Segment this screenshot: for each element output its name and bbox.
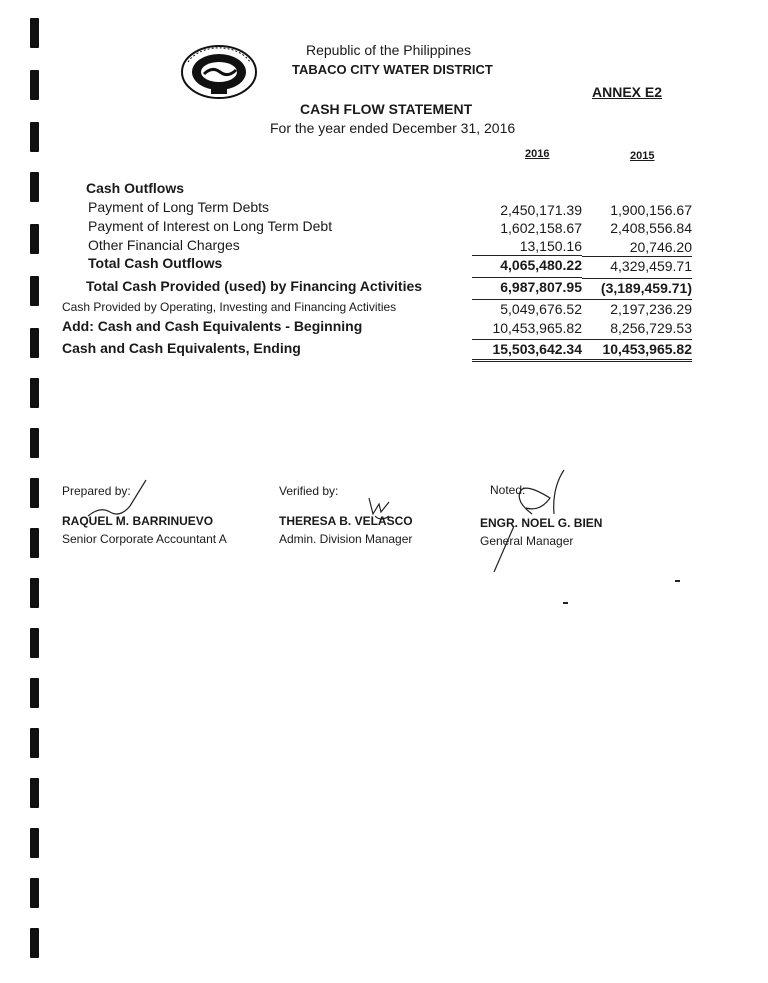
value-2016: 6,987,807.95 <box>472 277 582 295</box>
binder-hole <box>30 528 39 558</box>
row-label: Payment of Interest on Long Term Debt <box>88 218 333 234</box>
binder-hole <box>30 728 39 758</box>
noted-by-title: General Manager <box>480 534 574 548</box>
prepared-by-name: RAQUEL M. BARRINUEVO <box>62 514 214 528</box>
column-heading-2016: 2016 <box>525 148 550 160</box>
value-2015: 10,453,965.82 <box>582 339 692 362</box>
value-2016: 2,450,171.39 <box>500 202 582 218</box>
column-heading-2015: 2015 <box>630 150 655 162</box>
row-label: Other Financial Charges <box>88 237 240 253</box>
value-2015: 2,408,556.84 <box>610 220 692 236</box>
binder-hole <box>30 928 39 958</box>
binder-hole <box>30 628 39 658</box>
verified-by-name: THERESA B. VELASCO <box>279 514 413 528</box>
row-label-total: Total Cash Provided (used) by Financing Activities <box>86 278 423 294</box>
scan-mark <box>675 580 680 582</box>
binder-hole <box>30 678 39 708</box>
binder-hole <box>30 478 39 508</box>
water-district-seal-icon <box>180 44 258 100</box>
row-label: Add: Cash and Cash Equivalents - Beginning <box>62 318 363 334</box>
binder-hole <box>30 578 39 608</box>
value-2015: (3,189,459.71) <box>582 278 692 296</box>
value-2016: 4,065,480.22 <box>472 255 582 273</box>
binder-hole <box>30 18 39 48</box>
row-label: Cash Provided by Operating, Investing and Financing Activities <box>62 300 397 314</box>
value-2016: 5,049,676.52 <box>472 299 582 317</box>
binder-hole <box>30 172 39 202</box>
binder-hole <box>30 328 39 358</box>
annex-label: ANNEX E2 <box>592 84 663 100</box>
binder-hole <box>30 224 39 254</box>
prepared-by-label: Prepared by: <box>62 484 131 498</box>
verified-by-label: Verified by: <box>279 484 339 498</box>
verified-by-title: Admin. Division Manager <box>279 532 413 546</box>
value-2015: 4,329,459.71 <box>582 256 692 274</box>
value-2015: 8,256,729.53 <box>610 320 692 336</box>
row-label-total: Total Cash Outflows <box>88 255 223 271</box>
value-2015: 1,900,156.67 <box>610 202 692 218</box>
row-label: Payment of Long Term Debts <box>88 199 270 215</box>
binder-hole <box>30 70 39 100</box>
binder-hole <box>30 378 39 408</box>
binder-hole <box>30 778 39 808</box>
republic-heading: Republic of the Philippines <box>306 42 471 58</box>
value-2016: 15,503,642.34 <box>472 339 582 362</box>
value-2016: 1,602,158.67 <box>500 220 582 236</box>
binder-hole <box>30 828 39 858</box>
statement-subtitle: For the year ended December 31, 2016 <box>270 120 516 136</box>
prepared-by-title: Senior Corporate Accountant A <box>62 532 227 546</box>
binder-hole <box>30 122 39 152</box>
value-2015: 2,197,236.29 <box>582 299 692 317</box>
statement-title: CASH FLOW STATEMENT <box>300 101 473 117</box>
row-label-ending: Cash and Cash Equivalents, Ending <box>62 340 301 356</box>
value-2015: 20,746.20 <box>629 239 692 255</box>
binder-hole <box>30 428 39 458</box>
noted-label: Noted: <box>490 483 526 497</box>
district-name: TABACO CITY WATER DISTRICT <box>292 62 493 77</box>
binder-hole <box>30 276 39 306</box>
binder-hole <box>30 878 39 908</box>
noted-by-name: ENGR. NOEL G. BIEN <box>480 516 603 530</box>
value-2016: 13,150.16 <box>519 238 582 254</box>
value-2016: 10,453,965.82 <box>492 320 582 336</box>
section-heading-cash-outflows: Cash Outflows <box>86 180 185 196</box>
scan-mark <box>563 602 568 604</box>
